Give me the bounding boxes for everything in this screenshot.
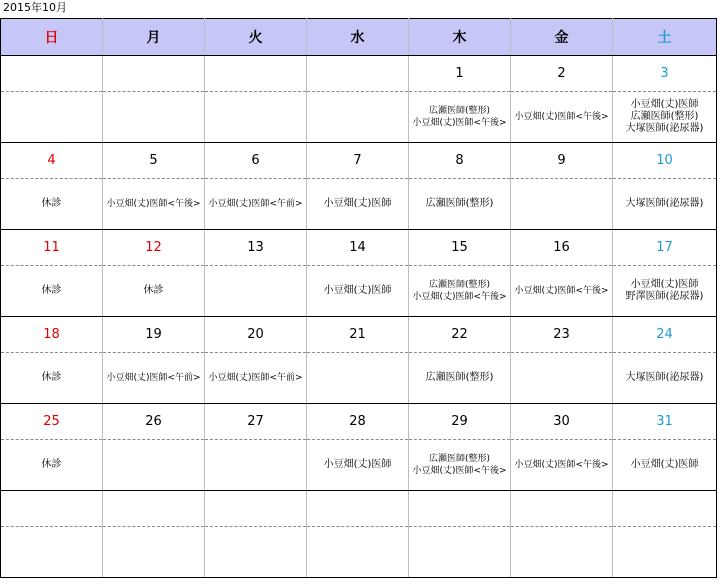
day-number: 28 [307, 404, 409, 440]
day-number: 11 [1, 230, 103, 266]
doctor-schedule-entry: 広瀬医師(整形) [428, 454, 491, 464]
day-schedule-cell [1, 266, 103, 317]
day-schedule-cell [1, 527, 103, 578]
day-number: 8 [409, 143, 511, 179]
day-number: 18 [1, 317, 103, 353]
day-number: 2 [511, 56, 613, 92]
day-number: 6 [205, 143, 307, 179]
day-schedule-cell [511, 179, 613, 230]
day-schedule-cell [205, 179, 307, 230]
doctor-schedule-entry: 小豆畑(丈)医師 [323, 459, 392, 470]
day-number: 7 [307, 143, 409, 179]
day-schedule-cell [511, 527, 613, 578]
doctor-schedule-entry: 休診 [41, 459, 62, 470]
day-schedule-cell [613, 353, 717, 404]
day-schedule-cell [205, 92, 307, 143]
weekday-tue: 火 [205, 19, 307, 56]
calendar-body [1, 56, 717, 578]
day-number [103, 491, 205, 527]
day-schedule-cell [1, 440, 103, 491]
day-schedule-cell [103, 353, 205, 404]
weekday-sat: 土 [613, 19, 717, 56]
day-schedule-cell [103, 440, 205, 491]
day-schedule-cell [205, 527, 307, 578]
day-schedule-cell [103, 266, 205, 317]
day-schedule-cell [307, 527, 409, 578]
weekday-fri: 金 [511, 19, 613, 56]
day-schedule-cell [307, 353, 409, 404]
day-schedule-cell [103, 179, 205, 230]
day-schedule-cell [307, 179, 409, 230]
day-schedule-cell [613, 92, 717, 143]
day-schedule-cell [511, 440, 613, 491]
doctor-schedule-entry: 広瀬医師(整形) [425, 372, 494, 383]
weekday-thu: 木 [409, 19, 511, 56]
doctor-schedule-entry: 大塚医師(泌尿器) [625, 198, 704, 209]
doctor-schedule-entry: 休診 [143, 285, 164, 296]
doctor-schedule-entry: 小豆畑(丈)医師<午前> [208, 373, 303, 383]
day-schedule-cell [103, 527, 205, 578]
day-number: 13 [205, 230, 307, 266]
day-number [205, 491, 307, 527]
week-note-row [1, 92, 717, 143]
week-date-row [1, 143, 717, 179]
day-schedule-cell [307, 440, 409, 491]
doctor-schedule-entry: 小豆畑(丈)医師<午後> [514, 286, 609, 296]
day-number: 1 [409, 56, 511, 92]
day-number [409, 491, 511, 527]
day-schedule-cell [511, 266, 613, 317]
day-number: 26 [103, 404, 205, 440]
day-schedule-cell [1, 92, 103, 143]
day-number [1, 491, 103, 527]
day-schedule-cell [205, 353, 307, 404]
doctor-schedule-entry: 小豆畑(丈)医師 [630, 99, 699, 110]
doctor-schedule-entry: 広瀬医師(整形) [428, 106, 491, 116]
day-schedule-cell [613, 527, 717, 578]
day-schedule-cell [307, 266, 409, 317]
doctor-schedule-entry: 小豆畑(丈)医師<午後> [514, 460, 609, 470]
day-number [205, 56, 307, 92]
day-number: 3 [613, 56, 717, 92]
doctor-schedule-entry: 広瀬医師(整形) [630, 111, 699, 122]
doctor-schedule-entry: 小豆畑(丈)医師 [323, 285, 392, 296]
week-note-row [1, 527, 717, 578]
day-number: 16 [511, 230, 613, 266]
day-schedule-cell [409, 92, 511, 143]
day-number: 19 [103, 317, 205, 353]
doctor-schedule-entry: 小豆畑(丈)医師<午後> [106, 199, 201, 209]
doctor-schedule-entry: 小豆畑(丈)医師<午後> [412, 118, 507, 128]
day-schedule-cell [613, 266, 717, 317]
day-schedule-cell [103, 92, 205, 143]
doctor-schedule-entry: 野澤医師(泌尿器) [625, 291, 704, 302]
doctor-schedule-entry: 広瀬医師(整形) [428, 280, 491, 290]
day-number: 15 [409, 230, 511, 266]
doctor-schedule-entry: 小豆畑(丈)医師 [630, 279, 699, 290]
day-number [307, 56, 409, 92]
week-date-row [1, 230, 717, 266]
week-date-row [1, 404, 717, 440]
week-date-row [1, 56, 717, 92]
doctor-schedule-entry: 小豆畑(丈)医師<午前> [106, 373, 201, 383]
day-number: 22 [409, 317, 511, 353]
day-number: 4 [1, 143, 103, 179]
day-number [613, 491, 717, 527]
day-number: 10 [613, 143, 717, 179]
day-number: 25 [1, 404, 103, 440]
day-schedule-cell [1, 353, 103, 404]
calendar-table [0, 18, 717, 578]
doctor-schedule-entry: 広瀬医師(整形) [425, 198, 494, 209]
day-number: 23 [511, 317, 613, 353]
doctor-schedule-entry: 休診 [41, 198, 62, 209]
day-number: 5 [103, 143, 205, 179]
doctor-schedule-entry: 大塚医師(泌尿器) [625, 123, 704, 134]
doctor-schedule-entry: 休診 [41, 285, 62, 296]
week-date-row [1, 317, 717, 353]
weekday-header-row [1, 19, 717, 56]
weekday-wed: 水 [307, 19, 409, 56]
day-schedule-cell [205, 440, 307, 491]
day-number [1, 56, 103, 92]
week-note-row [1, 440, 717, 491]
day-schedule-cell [409, 179, 511, 230]
day-number [307, 491, 409, 527]
doctor-schedule-entry: 大塚医師(泌尿器) [625, 372, 704, 383]
day-schedule-cell [613, 179, 717, 230]
day-number [511, 491, 613, 527]
day-number: 27 [205, 404, 307, 440]
day-number: 17 [613, 230, 717, 266]
day-schedule-cell [409, 353, 511, 404]
day-schedule-cell [511, 353, 613, 404]
day-schedule-cell [409, 527, 511, 578]
weekday-sun: 日 [1, 19, 103, 56]
day-schedule-cell [613, 440, 717, 491]
weekday-mon: 月 [103, 19, 205, 56]
day-number: 14 [307, 230, 409, 266]
doctor-schedule-entry: 休診 [41, 372, 62, 383]
day-number [103, 56, 205, 92]
doctor-schedule-entry: 小豆畑(丈)医師<午後> [514, 112, 609, 122]
day-number: 30 [511, 404, 613, 440]
day-schedule-cell [511, 92, 613, 143]
day-number: 12 [103, 230, 205, 266]
day-schedule-cell [1, 179, 103, 230]
day-number: 21 [307, 317, 409, 353]
doctor-schedule-entry: 小豆畑(丈)医師<午前> [208, 199, 303, 209]
doctor-schedule-entry: 小豆畑(丈)医師<午後> [412, 466, 507, 476]
week-note-row [1, 266, 717, 317]
day-number: 20 [205, 317, 307, 353]
week-note-row [1, 353, 717, 404]
day-number: 31 [613, 404, 717, 440]
day-schedule-cell [409, 440, 511, 491]
day-schedule-cell [307, 92, 409, 143]
calendar-title: 2015年10月 [3, 1, 67, 14]
doctor-schedule-entry: 小豆畑(丈)医師 [630, 459, 699, 470]
day-number: 24 [613, 317, 717, 353]
week-date-row [1, 491, 717, 527]
doctor-schedule-entry: 小豆畑(丈)医師<午後> [412, 292, 507, 302]
day-schedule-cell [205, 266, 307, 317]
day-number: 9 [511, 143, 613, 179]
day-schedule-cell [409, 266, 511, 317]
day-number: 29 [409, 404, 511, 440]
week-note-row [1, 179, 717, 230]
doctor-schedule-entry: 小豆畑(丈)医師 [323, 198, 392, 209]
